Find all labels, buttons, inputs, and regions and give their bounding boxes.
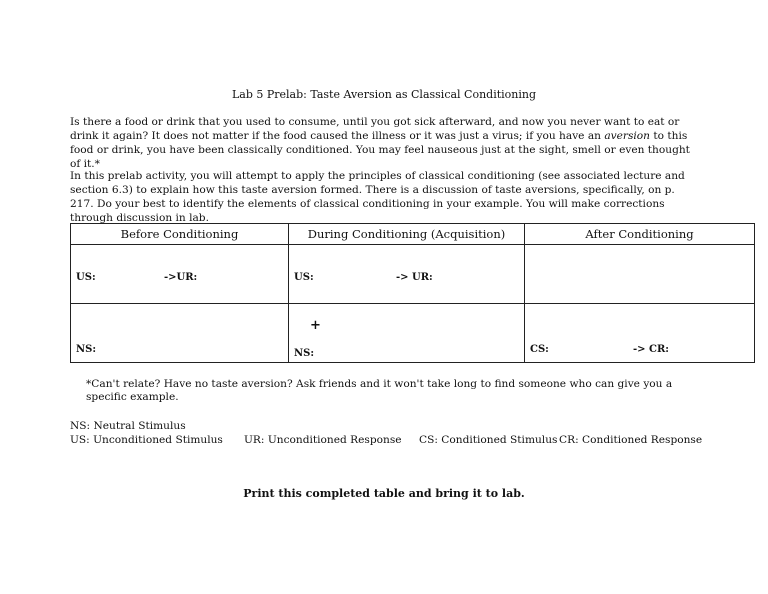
def-ur: UR: Unconditioned Response [244,434,402,446]
during-us-cell[interactable] [289,245,525,304]
after-empty-cell[interactable] [525,245,755,304]
print-instruction: Print this completed table and bring it to lab. [243,487,525,500]
plus-sign: + [310,318,321,333]
def-cr: CR: Conditioned Response [559,434,703,446]
during-us-label: US: [294,272,314,283]
table-row [71,304,755,363]
table-header-row [71,224,755,245]
during-ns-cell[interactable] [289,304,525,363]
during-ur-label: -> UR: [396,272,433,283]
intro-emphasis: aversion [604,130,650,142]
before-us-label: US: [76,272,96,283]
before-ns-label: NS: [76,344,97,355]
intro-text-end: to this food or drink, you have been classically conditioned. You may feel nauseous just at the sight, smell or even thought of it.* [70,130,690,170]
after-cs-label: CS: [530,344,549,355]
instructions-paragraph: In this prelab activity, you will attempt to apply the principles of classical conditioning (see associated lecture and section 6.3) to explain how this taste aversion formed. There is a discussion of taste aversions, specifically, on p. 217. Do your best to identify the elements of classical conditioning in your example. You will make corrections through discussion in lab. [70,170,685,224]
conditioning-table [70,223,755,363]
table-row [71,245,755,304]
before-ur-label: ->UR: [164,272,198,283]
header-after: After Conditioning [525,224,755,245]
after-cs-cell[interactable] [525,304,755,363]
header-before: Before Conditioning [71,224,289,245]
before-ns-cell[interactable] [71,304,289,363]
intro-paragraph [70,115,700,171]
footnote: *Can't relate? Have no taste aversion? Ask friends and it won't take long to find someone who can give you a specific example. [86,378,673,403]
page-title: Lab 5 Prelab: Taste Aversion as Classical Conditioning [231,88,537,101]
before-us-cell[interactable] [71,245,289,304]
def-cs: CS: Conditioned Stimulus [419,434,558,446]
def-us: US: Unconditioned Stimulus [70,434,223,446]
def-ns: NS: Neutral Stimulus [70,420,186,432]
during-ns-label: NS: [294,348,315,359]
intro-text-start: Is there a food or drink that you used to consume, until you got sick afterward, and now you never want to eat or drink it again? It does not matter if the food caused the illness or it was just a virus; if you have an [70,116,680,142]
header-during: During Conditioning (Acquisition) [289,224,525,245]
after-cr-label: -> CR: [633,344,669,355]
